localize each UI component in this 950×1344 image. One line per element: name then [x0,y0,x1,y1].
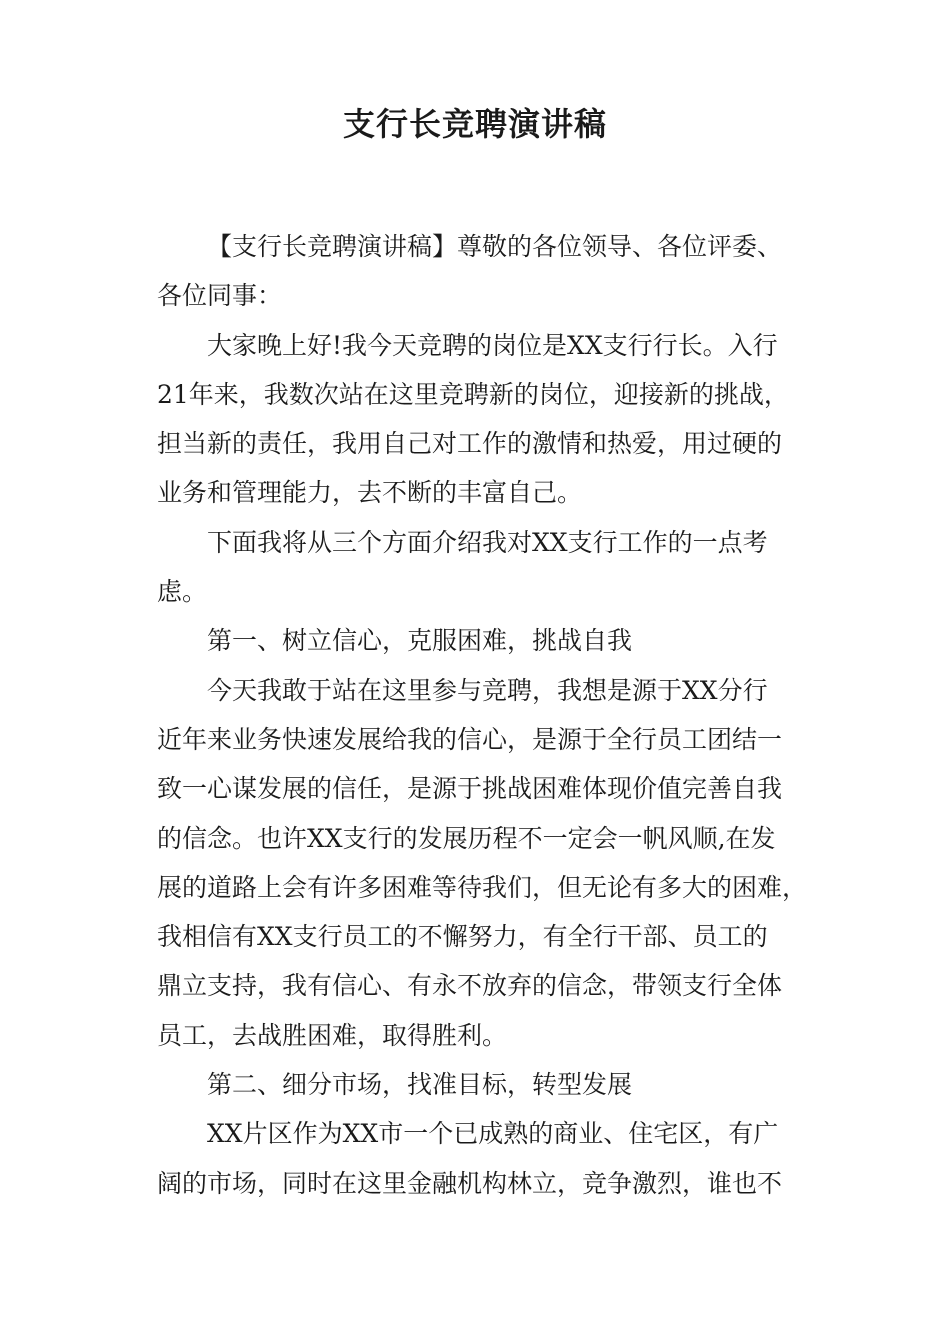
document-title: 支行长竞聘演讲稿 [342,105,607,143]
text-line: 大家晚上好!我今天竞聘的岗位是XX支行行长。入行 [207,330,778,360]
text-line: 虑。 [157,577,208,607]
text-line: 今天我敢于站在这里参与竞聘，我想是源于XX分行 [207,675,768,705]
text-line: XX片区作为XX市一个已成熟的商业、住宅区，有广 [207,1119,779,1149]
text-line: 阔的市场，同时在这里金融机构林立，竞争激烈，谁也不 [157,1168,783,1198]
text-line: 鼎立支持，我有信心、有永不放弃的信念，带领支行全体 [157,971,783,1001]
text-line: 21年来，我数次站在这里竞聘新的岗位，迎接新的挑战， [157,379,789,409]
text-line: 员工，去战胜困难，取得胜利。 [157,1020,508,1050]
text-line: 第二、细分市场，找准目标，转型发展 [207,1070,633,1100]
text-line: 我相信有XX支行员工的不懈努力，有全行干部、员工的 [157,922,768,952]
text-line: 的信念。也许XX支行的发展历程不一定会一帆风顺,在发 [157,823,776,853]
document-body [157,222,808,1208]
text-line: 下面我将从三个方面介绍我对XX支行工作的一点考 [207,527,768,557]
text-line: 【支行长竞聘演讲稿】尊敬的各位领导、各位评委、 [207,232,783,261]
text-line: 各位同事： [157,281,283,311]
text-line: 近年来业务快速发展给我的信心，是源于全行员工团结一 [157,724,783,754]
text-line: 业务和管理能力，去不断的丰富自己。 [157,478,583,508]
text-line: 展的道路上会有许多困难等待我们，但无论有多大的困难， [157,872,808,902]
text-line: 第一、树立信心，克服困难，挑战自我 [207,626,633,656]
text-line: 致一心谋发展的信任，是源于挑战困难体现价值完善自我 [157,774,783,804]
text-line: 担当新的责任，我用自己对工作的激情和热爱，用过硬的 [157,429,783,459]
